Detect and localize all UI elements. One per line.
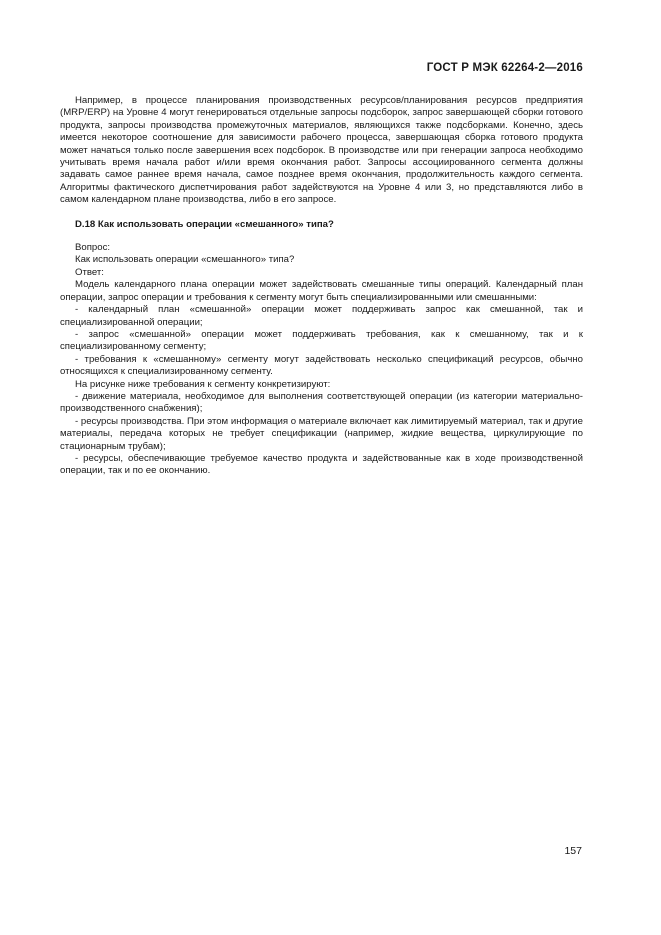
answer-label: Ответ: [75, 266, 104, 278]
question-label: Вопрос: [75, 242, 111, 254]
figure-intro: На рисунке ниже требования к сегменту конкретизируют: [75, 378, 331, 390]
list-item: - ресурсы производства. При этом информация о материале включает как лимитируемый материал, так и другие материалы, передача которых не требует спецификации (например, жидкие вещества, циркулирующие по стационарным трубам); [60, 415, 583, 452]
paragraph-mrp-erp: Например, в процессе планирования производственных ресурсов/планирования ресурсов предприятия (MRP/ERP) на Уровне 4 могут генерироваться отдельные запросы подсборок, запрос завершающей сборки готового продукта, запросы производства промежуточных материалов, являющихся также подсборками. Конечно, здесь имеется некоторое соотношение для зависимости рабочего процесса, завершающая сборка готового продукта может начаться только после завершения всех подсборок. В производстве или при генерации запроса необходимо учитывать время начала работ и/или время окончания работ. Запросы ассоциированного сегмента должны задавать самое раннее время начала, самое позднее время окончания, продолжительность каждого сегмента. Алгоритмы фактического диспетчирования работ задействуются на Уровне 4 или 3, но представляются либо в самом календарном плане производства, либо в его запросе. [60, 95, 583, 206]
page-number: 157 [564, 845, 582, 857]
document-code-header: ГОСТ Р МЭК 62264-2—2016 [426, 62, 583, 74]
list-item: - запрос «смешанной» операции может поддерживать требования, как к смешанному, так и к специализированному сегменту; [60, 328, 583, 353]
list-item: - ресурсы, обеспечивающие требуемое качество продукта и задействованные как в ходе производственной операции, так и по ее окончанию. [60, 452, 583, 477]
page-content [60, 95, 583, 478]
list-item: - календарный план «смешанной» операции может поддерживать запрос как смешанной, так и специализированной операции; [60, 304, 583, 328]
list-item: - требования к «смешанному» сегменту могут задействовать несколько спецификаций ресурсов, обычно относящихся к специализированному сегменту. [60, 353, 583, 378]
section-heading: D.18 Как использовать операции «смешанного» типа? [75, 218, 334, 230]
list-item: - движение материала, необходимое для выполнения соответствующей операции (из категории материально-производственного снабжения); [60, 390, 583, 415]
answer-intro: Модель календарного плана операции может задействовать смешанные типы операций. Календарный план операции, запрос операции и требования к сегменту могут быть специализированными или смешанными: [60, 279, 583, 303]
question-text: Как использовать операции «смешанного» типа? [75, 254, 295, 266]
